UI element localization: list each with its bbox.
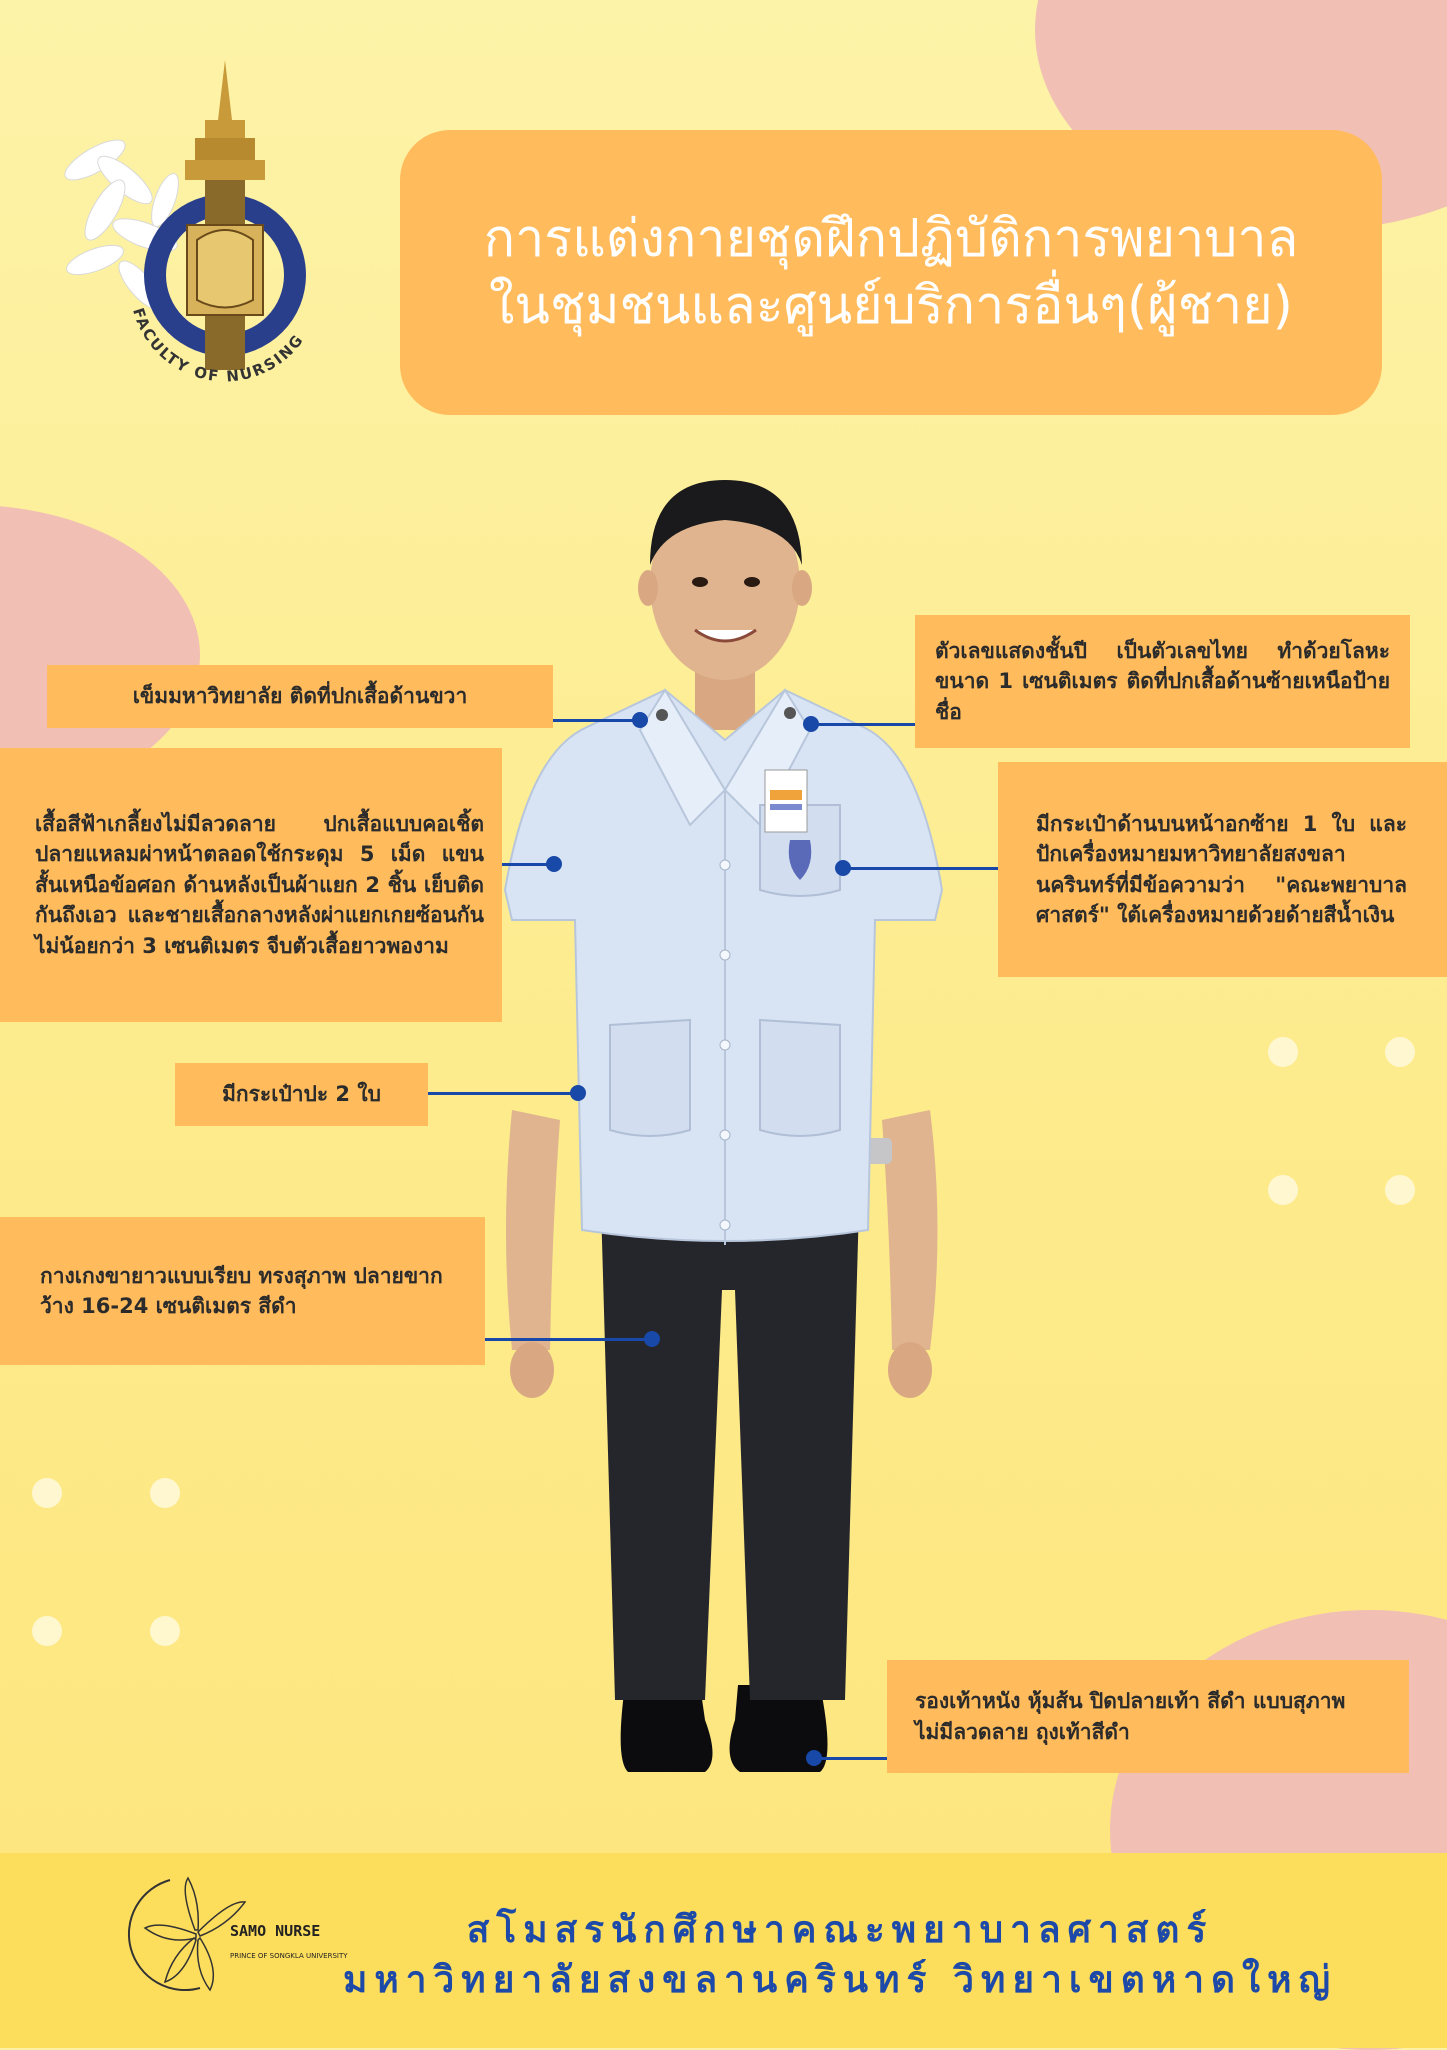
callout-university-badge — [47, 665, 553, 728]
connector-pin — [632, 712, 648, 728]
connector-line — [502, 863, 552, 866]
callout-patch-pockets-text: มีกระเป๋าปะ 2 ใบ — [222, 1082, 381, 1107]
connector-line — [553, 719, 639, 722]
connector-pin — [570, 1085, 586, 1101]
faculty-arc-text: FACULTY OF NURSING — [129, 305, 308, 386]
samo-nurse-logo-subtitle: PRINCE OF SONGKLA UNIVERSITY — [230, 1952, 348, 1960]
connector-pin — [806, 1750, 822, 1766]
connector-line — [428, 1092, 574, 1095]
decor-dot — [32, 1616, 62, 1646]
connector-line — [810, 723, 915, 726]
callout-shoes — [887, 1660, 1409, 1773]
connector-line — [485, 1338, 647, 1341]
callout-trousers — [0, 1217, 485, 1365]
callout-trousers-text: กางเกงขายาวแบบเรียบ ทรงสุภาพ ปลายขากว้าง 16-24 เซนติเมตร สีดำ — [40, 1263, 443, 1318]
callout-patch-pockets — [175, 1063, 428, 1126]
callout-year-number-text: ตัวเลขแสดงชั้นปี เป็นตัวเลขไทย ทำด้วยโลหะขนาด 1 เซนติเมตร ติดที่ปกเสื้อด้านซ้ายเหนือป้ายชื่อ — [935, 638, 1390, 724]
footer-line-2: มหาวิทยาลัยสงขลานครินทร์ วิทยาเขตหาดใหญ่ — [342, 1957, 1338, 2001]
decor-dot — [1268, 1037, 1298, 1067]
decor-dot — [1385, 1175, 1415, 1205]
title-line-1: การแต่งกายชุดฝึกปฏิบัติการพยาบาล — [483, 208, 1299, 269]
faculty-logo — [55, 60, 325, 420]
callout-year-number — [915, 615, 1410, 748]
male-student-figure-icon — [490, 470, 970, 1815]
connector-pin — [644, 1331, 660, 1347]
connector-pin — [803, 716, 819, 732]
callout-shoes-text: รองเท้าหนัง หุ้มส้น ปิดปลายเท้า สีดำ แบบสุภาพ ไม่มีลวดลาย ถุงเท้าสีดำ — [915, 1689, 1346, 1744]
faculty-seal-icon — [55, 60, 325, 420]
connector-pin — [546, 856, 562, 872]
decor-dot — [32, 1478, 62, 1508]
samo-nurse-logo — [100, 1870, 348, 2000]
footer-line-1: สโมสรนักศึกษาคณะพยาบาลศาสตร์ — [466, 1908, 1214, 1951]
title-banner — [400, 130, 1382, 415]
connector-line — [850, 867, 998, 870]
connector-line — [815, 1757, 887, 1760]
connector-pin — [835, 860, 851, 876]
decor-dot — [1385, 1037, 1415, 1067]
callout-chest-pocket-text: มีกระเป๋าด้านบนหน้าอกซ้าย 1 ใบ และปักเครื่องหมายมหาวิทยาลัยสงขลานครินทร์ที่มีข้อความว่า "คณะพยาบาลศาสตร์" ใต้เครื่องหมายด้วยด้ายสีน้ำเงิน — [1036, 811, 1407, 927]
callout-shirt-text: เสื้อสีฟ้าเกลี้ยงไม่มีลวดลาย ปกเสื้อแบบคอเชิ้ตปลายแหลมผ่าหน้าตลอดใช้กระดุม 5 เม็ด แขนสั้นเหนือข้อศอก ด้านหลังเป็นผ้าแยก 2 ชิ้น เย็บติดกันถึงเอว และชายเสื้อกลางหลังผ่าแยกเกยซ้อนกันไม่น้อยกว่า 3 เซนติเมตร จีบตัวเสื้อยาวพองาม — [35, 811, 484, 958]
decor-dot — [150, 1478, 180, 1508]
callout-chest-pocket — [998, 762, 1447, 977]
title-line-2: ในชุมชนและศูนย์บริการอื่นๆ(ผู้ชาย) — [489, 275, 1293, 336]
callout-shirt — [0, 748, 502, 1022]
decor-dot — [150, 1616, 180, 1646]
student-uniform-illustration — [490, 470, 970, 1815]
samo-nurse-logo-title: SAMO NURSE — [230, 1922, 321, 1940]
decor-dot — [1268, 1175, 1298, 1205]
callout-university-badge-text: เข็มมหาวิทยาลัย ติดที่ปกเสื้อด้านขวา — [132, 684, 468, 709]
footer-organization — [340, 1905, 1340, 2005]
